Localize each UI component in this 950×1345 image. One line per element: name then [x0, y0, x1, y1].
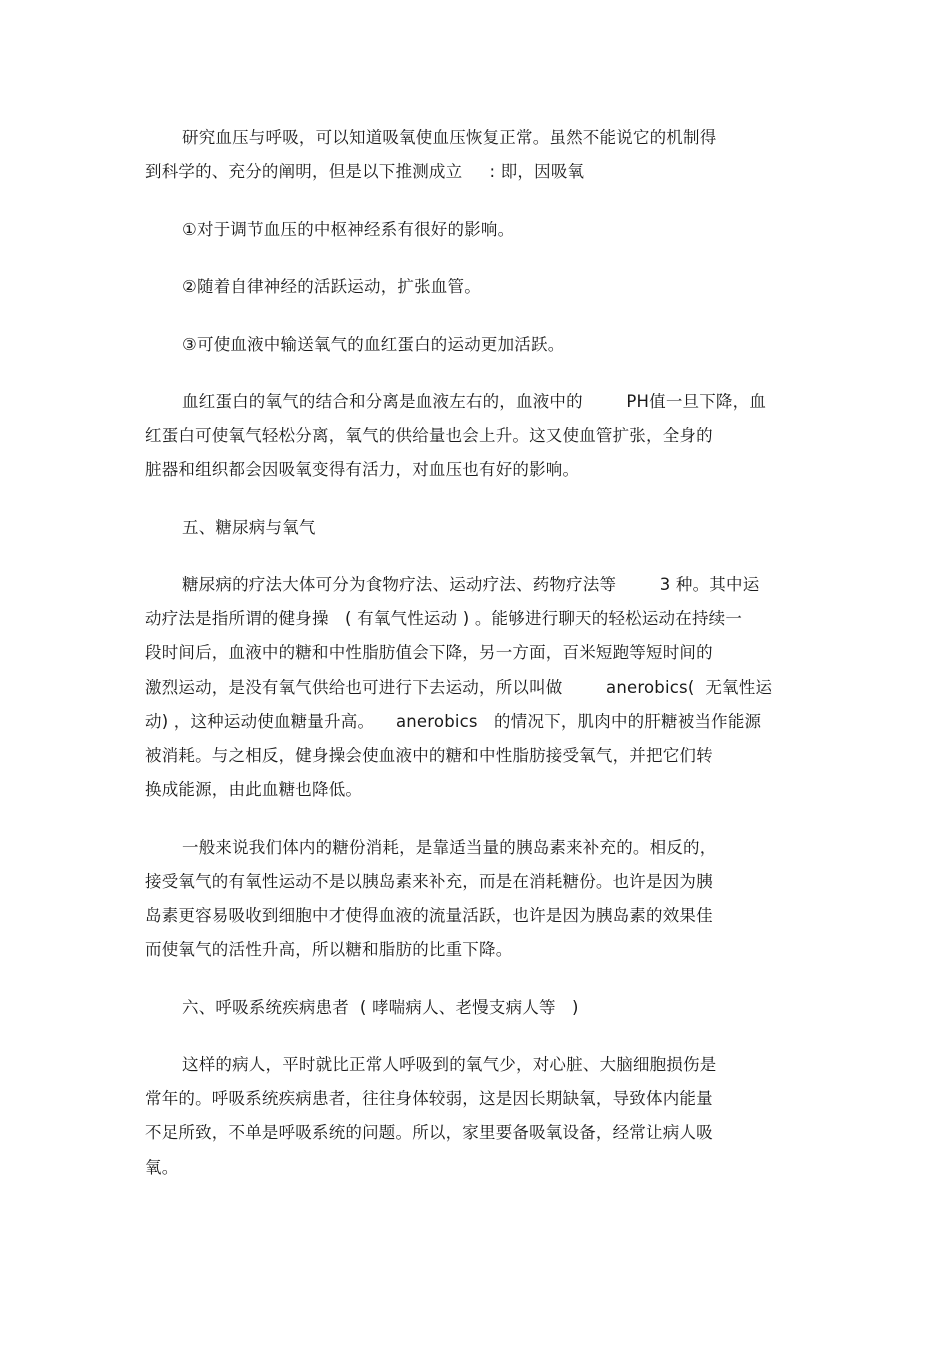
- list-item: ②随着自律神经的活跃运动，扩张血管。: [182, 277, 481, 296]
- paragraph-line: 研究血压与呼吸，可以知道吸氧使血压恢复正常。虽然不能说它的机制得: [182, 128, 717, 147]
- paragraph-line: 换成能源，由此血糖也降低。: [145, 780, 363, 799]
- section-heading: 五、糖尿病与氧气: [182, 518, 316, 537]
- paragraph-line: 段时间后，血液中的糖和中性脂肪值会下降，另一方面，百米短跑等短时间的: [145, 643, 713, 662]
- paragraph-line: 红蛋白可使氧气轻松分离，氧气的供给量也会上升。这又使血管扩张，全身的: [145, 426, 713, 445]
- paragraph-line: 动疗法是指所谓的健身操 ( 有氧气性运动 ) 。能够进行聊天的轻松运动在持续一: [145, 609, 743, 628]
- paragraph-line: 这样的病人，平时就比正常人呼吸到的氧气少，对心脏、大脑细胞损伤是: [182, 1055, 717, 1074]
- paragraph-line: 一般来说我们体内的糖份消耗，是靠适当量的胰岛素来补充的。相反的，: [182, 838, 717, 857]
- paragraph-line: 常年的。呼吸系统疾病患者，往往身体较弱，这是因长期缺氧，导致体内能量: [145, 1089, 713, 1108]
- paragraph-line: 糖尿病的疗法大体可分为食物疗法、运动疗法、药物疗法等 3 种。其中运: [182, 575, 760, 594]
- paragraph-line: 被消耗。与之相反，健身操会使血液中的糖和中性脂肪接受氧气，并把它们转: [145, 746, 713, 765]
- paragraph-line: 脏器和组织都会因吸氧变得有活力，对血压也有好的影响。: [145, 460, 580, 479]
- paragraph-line: 激烈运动，是没有氧气供给也可进行下去运动，所以叫做 anerobics( 无氧性运: [145, 678, 773, 697]
- paragraph-line: 而使氧气的活性升高，所以糖和脂肪的比重下降。: [145, 940, 513, 959]
- paragraph-line: 动) ，这种运动使血糖量升高。 anerobics 的情况下，肌肉中的肝糖被当作能源: [145, 712, 762, 731]
- section-heading: 六、呼吸系统疾病患者 ( 哮喘病人、老慢支病人等 ): [182, 998, 579, 1017]
- paragraph-line: 氧。: [145, 1158, 179, 1177]
- paragraph-line: 不足所致，不单是呼吸系统的问题。所以，家里要备吸氧设备，经常让病人吸: [145, 1123, 713, 1142]
- list-item: ③可使血液中输送氧气的血红蛋白的运动更加活跃。: [182, 335, 565, 354]
- paragraph-line: 血红蛋白的氧气的结合和分离是血液左右的，血液中的 PH值一旦下降，血: [182, 392, 767, 411]
- paragraph-line: 岛素更容易吸收到细胞中才使得血液的流量活跃，也许是因为胰岛素的效果佳: [145, 906, 713, 925]
- list-item: ①对于调节血压的中枢神经系有很好的影响。: [182, 220, 515, 239]
- paragraph-line: 到科学的、充分的阐明，但是以下推测成立 : 即，因吸氧: [145, 162, 585, 181]
- paragraph-line: 接受氧气的有氧性运动不是以胰岛素来补充，而是在消耗糖份。也许是因为胰: [145, 872, 713, 891]
